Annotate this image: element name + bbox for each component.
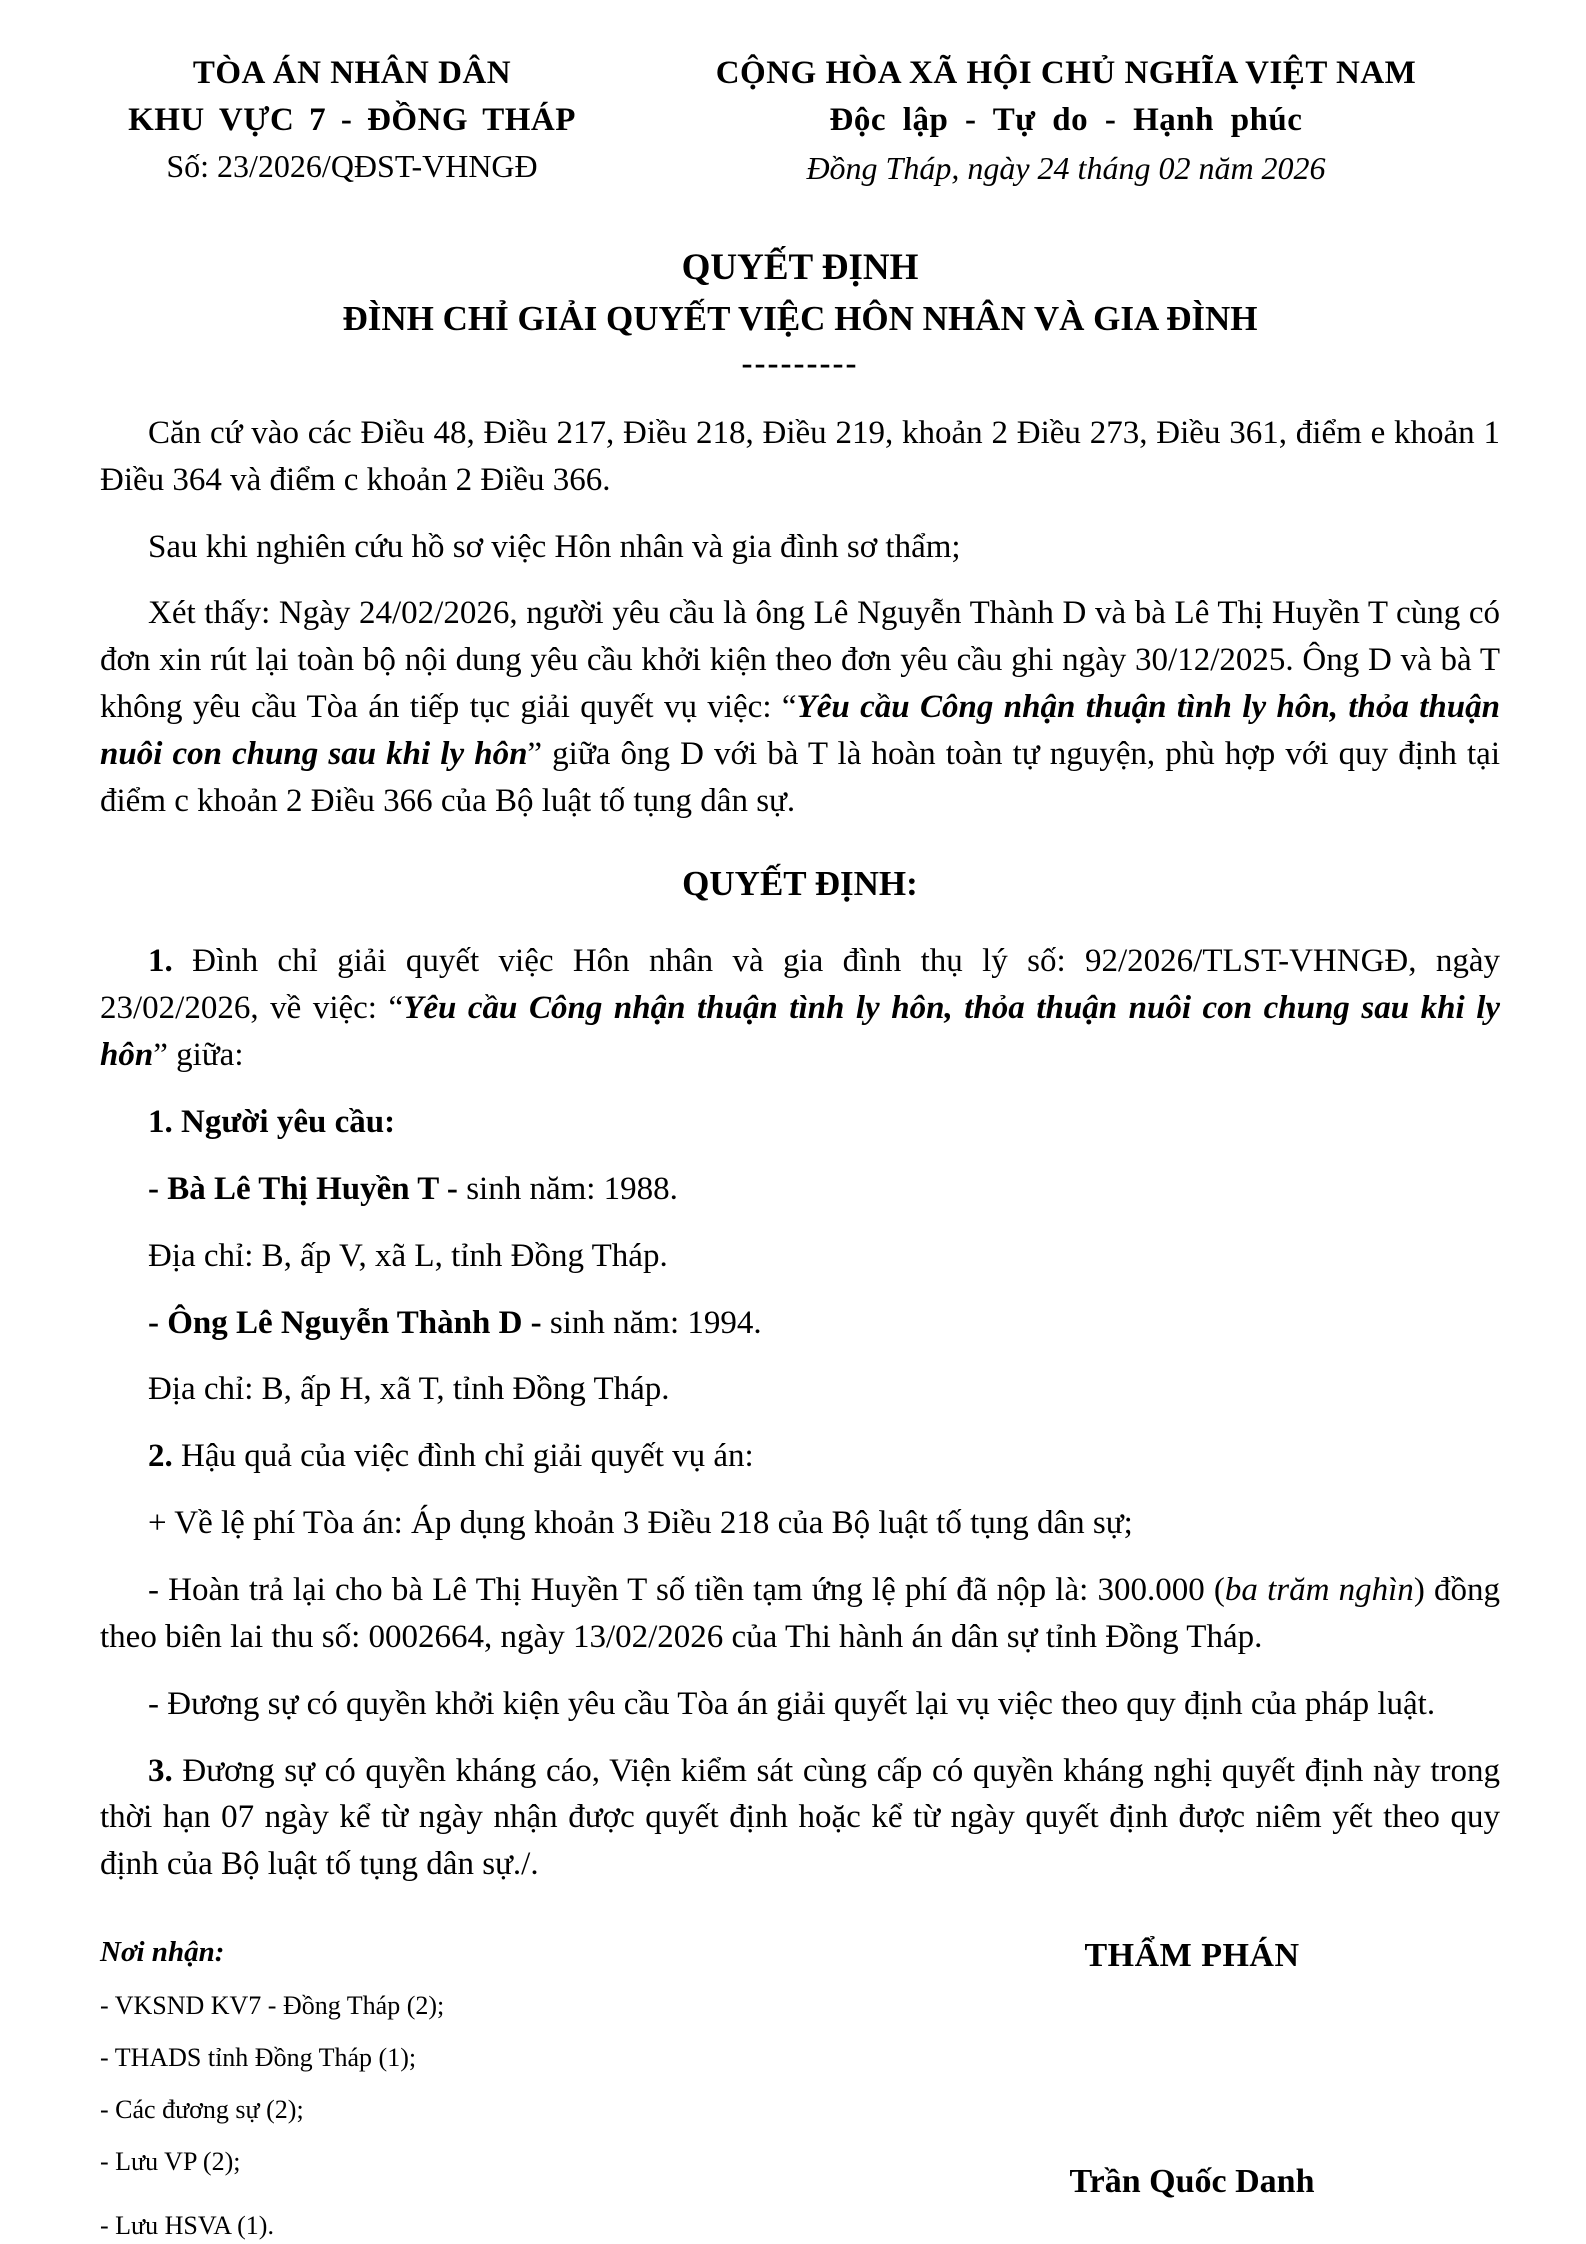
decision-item-2 <box>100 1433 1500 1480</box>
place-date-line: Đồng Tháp, ngày 24 tháng 02 năm 2026 <box>806 149 1326 186</box>
applicant-1-line <box>100 1166 1500 1213</box>
national-motto-block <box>632 50 1500 191</box>
recipient-item: - VKSND KV7 - Đồng Tháp (2); <box>100 1991 445 2021</box>
applicant-2-birth: sinh năm: 1994. <box>541 1304 762 1341</box>
item1-number: 1. <box>148 943 173 980</box>
legal-basis-paragraph: Căn cứ vào các Điều 48, Điều 217, Điều 218, Điều 219, khoản 2 Điều 273, Điều 361, điểm e khoản 1 Điều 364 và điểm c khoản 2 Điều 366. <box>100 414 1500 498</box>
item3-text: Đương sự có quyền kháng cáo, Viện kiểm sát cùng cấp có quyền kháng nghị quyết định này trong thời hạn 07 ngày kể từ ngày nhận được quyết định hoặc kể từ ngày quyết định được niêm yết theo quy định của Bộ luật tố tụng dân sự./. <box>100 1752 1500 1883</box>
recipient-item: - Lưu HSVA (1). <box>100 2210 274 2240</box>
finding-text-a: Xét thấy: Ngày 24/02/2026, người yêu cầu là ông Lê Nguyễn Thành D và bà Lê Thị Huyền T cùng có đơn xin rút lại toàn bộ nội dung yêu cầu khởi kiện theo đơn yêu cầu ghi ngày 30/12/2025. Ông D và bà T không yêu cầu Tòa án tiếp tục giải quyết vụ việc: “ <box>100 595 1500 726</box>
applicant-1-name: - Bà Lê Thị Huyền T - <box>148 1170 458 1207</box>
document-body <box>100 410 1500 1888</box>
finding-text-b: ” giữa ông D với bà T là hoàn toàn tự nguyện, phù hợp với quy định tại điểm c khoản 2 Điều 366 của Bộ luật tố tụng dân sự. <box>100 736 1500 819</box>
document-header <box>100 50 1500 191</box>
court-name-line2: KHU VỰC 7 - ĐỒNG THÁP <box>128 101 576 138</box>
document-title-block <box>100 243 1500 382</box>
decision-item-1 <box>100 938 1500 1079</box>
issuing-court-block <box>100 50 604 189</box>
refund-text-b: ) đồng theo biên lai thu số: 0002664, ngày 13/02/2026 của Thi hành án dân sự tỉnh Đồng Tháp. <box>100 1572 1500 1655</box>
item2-number: 2. <box>148 1438 173 1475</box>
decision-item-3 <box>100 1748 1500 1889</box>
recipients-label: Nơi nhận: <box>100 1936 225 1969</box>
fee-clause: + Về lệ phí Tòa án: Áp dụng khoản 3 Điều 218 của Bộ luật tố tụng dân sự; <box>148 1505 1133 1542</box>
applicants-heading: 1. Người yêu cầu: <box>148 1104 396 1141</box>
finding-paragraph <box>100 590 1500 824</box>
recipient-item: - Lưu VP (2); <box>100 2146 241 2176</box>
finding-case-quote: Yêu cầu Công nhận thuận tình ly hôn, thỏa thuận nuôi con chung sau khi ly hôn <box>100 689 1500 773</box>
review-paragraph: Sau khi nghiên cứu hồ sơ việc Hôn nhân và gia đình sơ thẩm; <box>148 528 961 565</box>
recipients-block <box>100 1932 828 2244</box>
judge-name: Trần Quốc Danh <box>1069 2163 1315 2201</box>
signature-block <box>884 1932 1500 2244</box>
recipient-item: - THADS tỉnh Đồng Tháp (1); <box>100 2043 417 2073</box>
document-footer <box>100 1932 1500 2244</box>
item1-case-quote: Yêu cầu Công nhận thuận tình ly hôn, thỏa thuận nuôi con chung sau khi ly hôn <box>100 990 1501 1074</box>
applicant-1-birth: sinh năm: 1988. <box>457 1170 678 1207</box>
judge-title: THẨM PHÁN <box>1084 1937 1300 1975</box>
item1-text-a: Đình chỉ giải quyết việc Hôn nhân và gia đình thụ lý số: 92/2026/TLST-VHNGĐ, ngày 23/02/2026, về việc: “ <box>100 943 1500 1027</box>
item1-text-b: ” giữa: <box>153 1037 244 1074</box>
title-divider: --------- <box>741 345 859 382</box>
refund-clause <box>100 1567 1500 1661</box>
item3-number: 3. <box>148 1752 173 1789</box>
applicant-2-address: Địa chỉ: B, ấp H, xã T, tỉnh Đồng Tháp. <box>148 1371 670 1408</box>
right-to-sue-clause: - Đương sự có quyền khởi kiện yêu cầu Tòa án giải quyết lại vụ việc theo quy định của pháp luật. <box>148 1685 1436 1722</box>
decision-heading: QUYẾT ĐỊNH: <box>682 863 918 903</box>
recipient-item: - Các đương sự (2); <box>100 2094 304 2124</box>
document-title: QUYẾT ĐỊNH <box>681 247 919 289</box>
refund-text-a: - Hoàn trả lại cho bà Lê Thị Huyền T số tiền tạm ứng lệ phí đã nộp là: 300.000 ( <box>148 1572 1225 1609</box>
applicant-2-name: - Ông Lê Nguyễn Thành D - <box>148 1304 542 1341</box>
document-subtitle: ĐÌNH CHỈ GIẢI QUYẾT VIỆC HÔN NHÂN VÀ GIA ĐÌNH <box>342 299 1258 339</box>
national-motto: Độc lập - Tự do - Hạnh phúc <box>829 101 1303 138</box>
court-name-line1: TÒA ÁN NHÂN DÂN <box>192 55 512 91</box>
national-title: CỘNG HÒA XÃ HỘI CHỦ NGHĨA VIỆT NAM <box>715 55 1417 91</box>
document-number: Số: 23/2026/QĐST-VHNGĐ <box>166 147 538 184</box>
refund-amount-words: ba trăm nghìn <box>1224 1572 1414 1609</box>
item2-text: Hậu quả của việc đình chỉ giải quyết vụ án: <box>172 1438 754 1475</box>
applicant-2-line <box>100 1300 1500 1347</box>
applicant-1-address: Địa chỉ: B, ấp V, xã L, tỉnh Đồng Tháp. <box>148 1237 668 1274</box>
